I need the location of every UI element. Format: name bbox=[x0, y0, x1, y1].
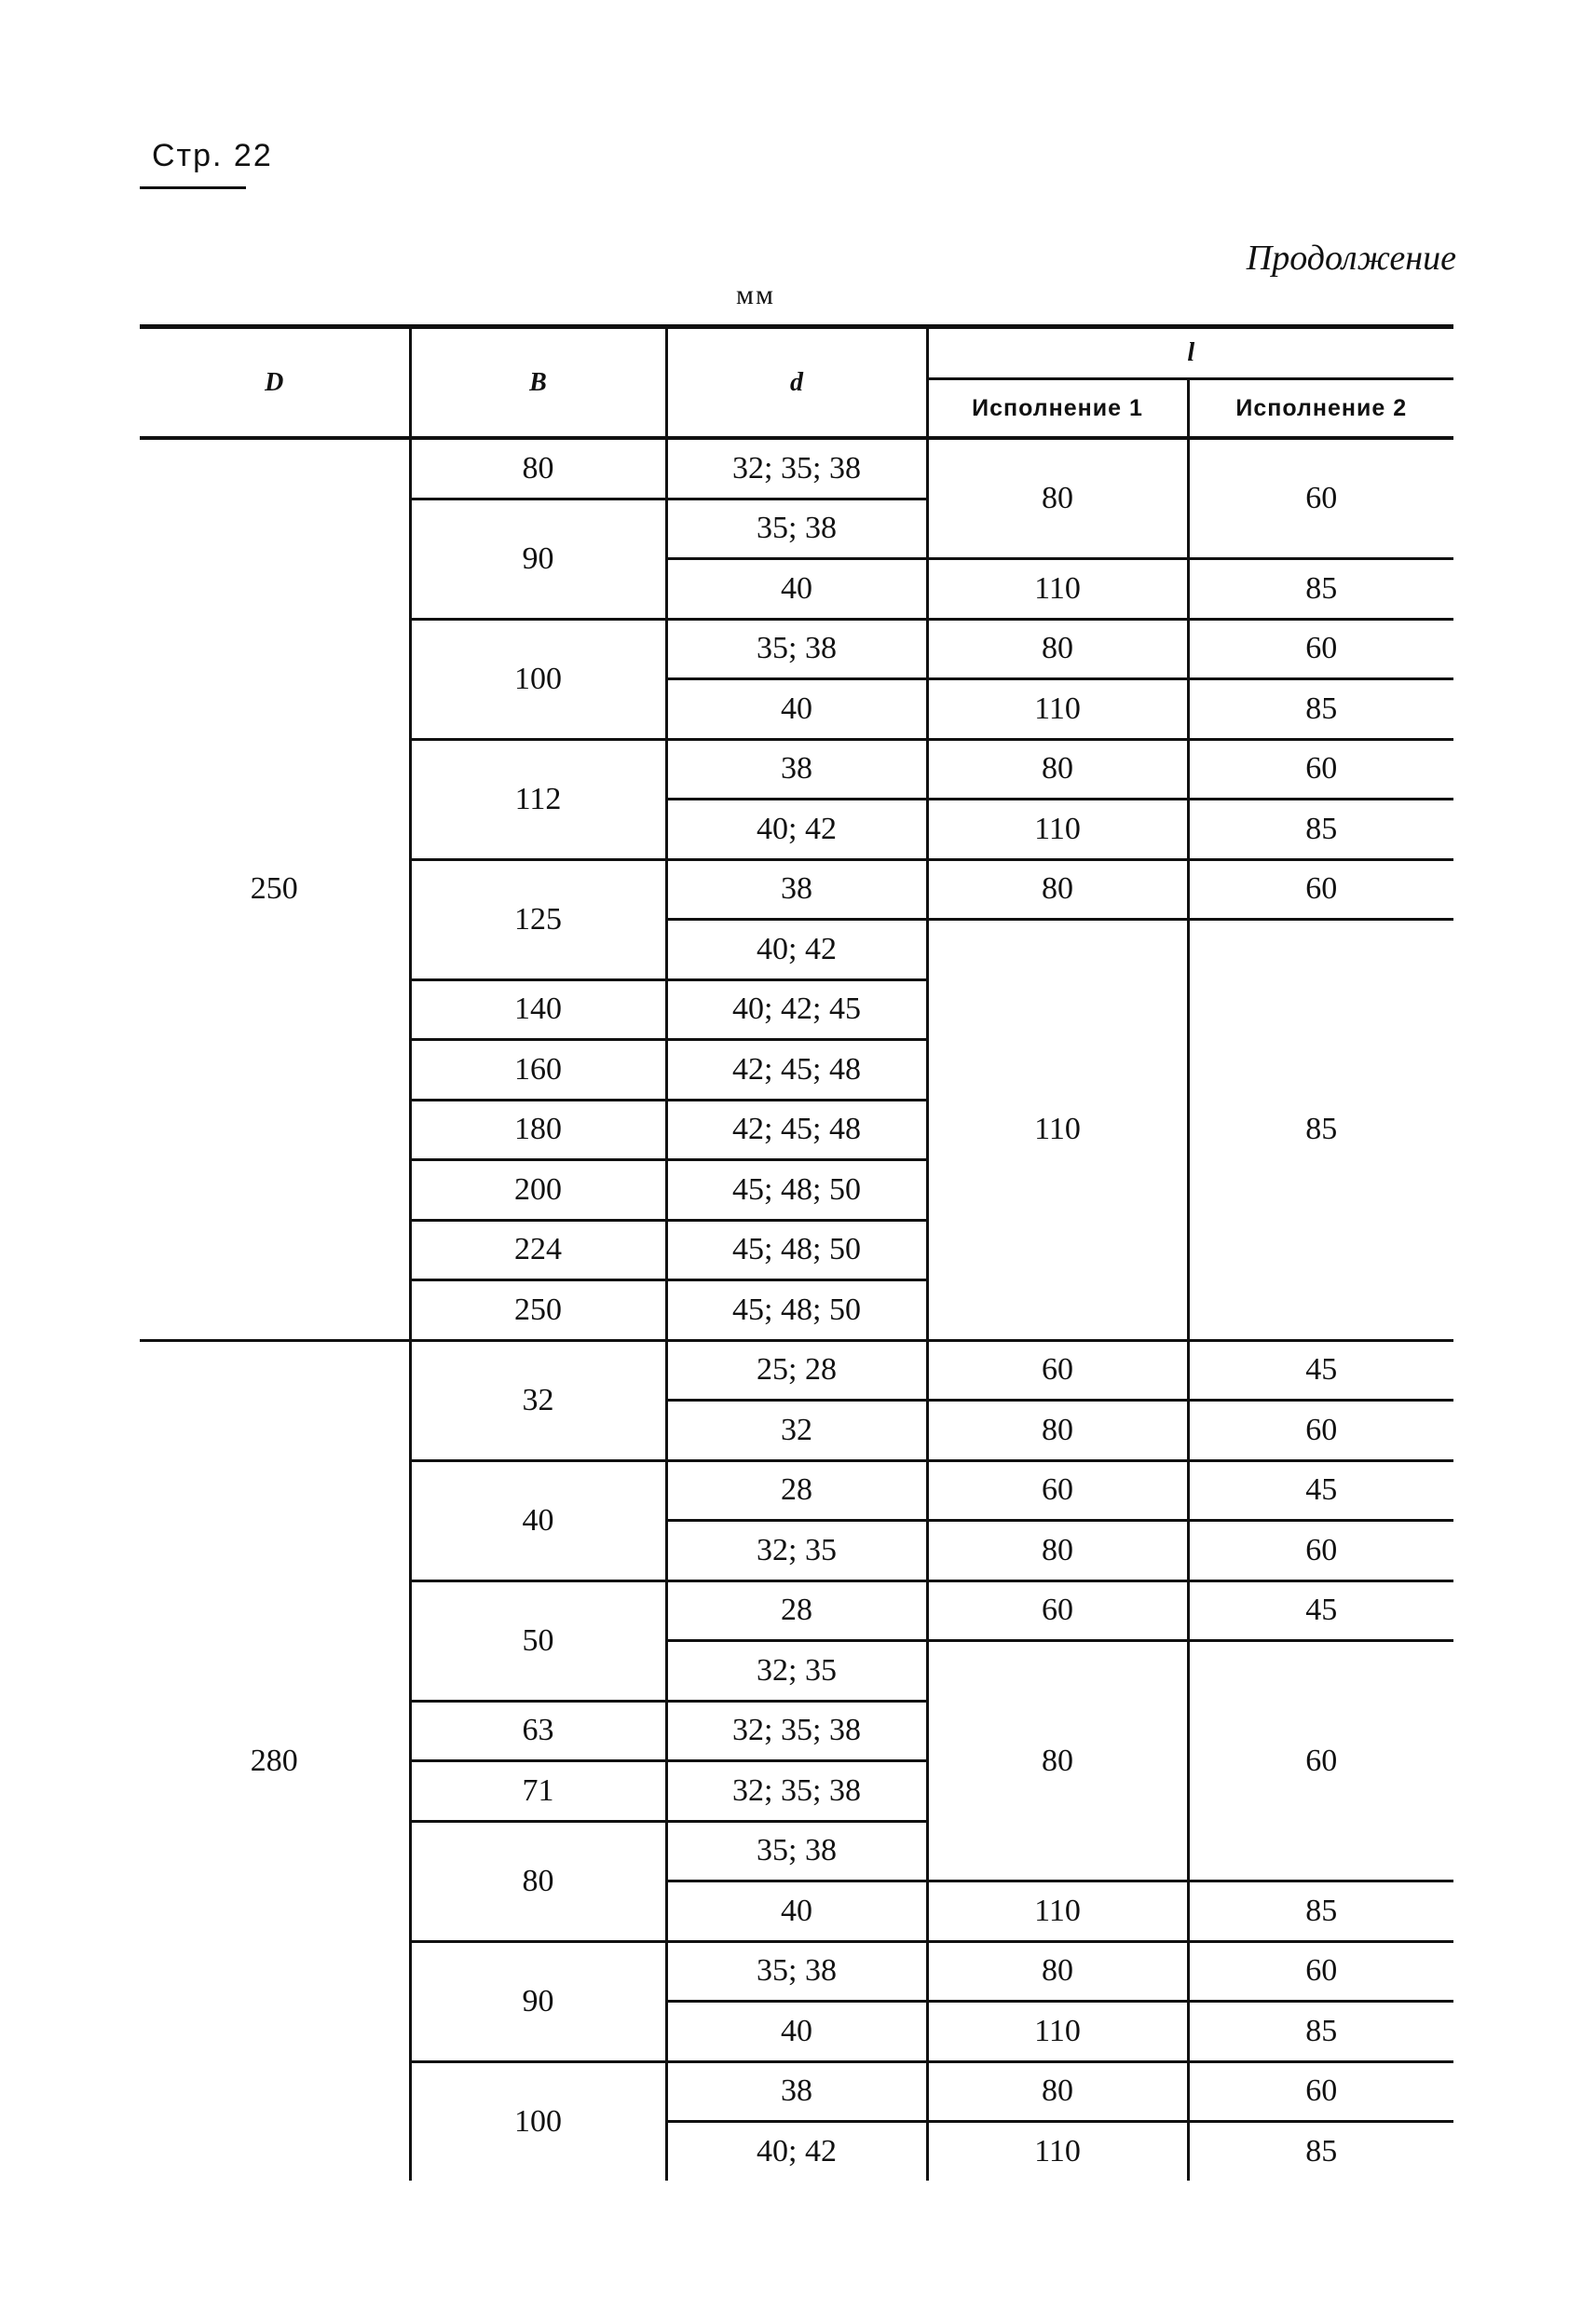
cell-d: 38 bbox=[666, 859, 927, 920]
cell-d: 40 bbox=[666, 559, 927, 620]
cell-l1: 80 bbox=[927, 1401, 1188, 1461]
cell-l2: 60 bbox=[1188, 619, 1453, 679]
cell-l1: 80 bbox=[927, 1521, 1188, 1581]
col-header-l: l bbox=[927, 327, 1453, 379]
cell-l2: 60 bbox=[1188, 1641, 1453, 1881]
col-header-B: B bbox=[410, 327, 666, 439]
cell-l2: 85 bbox=[1188, 800, 1453, 860]
cell-d: 35; 38 bbox=[666, 1821, 927, 1881]
cell-l1: 80 bbox=[927, 1641, 1188, 1881]
continuation-label: Продолжение bbox=[1246, 239, 1456, 278]
col-header-l1: Исполнение 1 bbox=[927, 379, 1188, 439]
cell-l2: 60 bbox=[1188, 1941, 1453, 2002]
cell-d: 28 bbox=[666, 1580, 927, 1641]
cell-l1: 80 bbox=[927, 2061, 1188, 2122]
cell-l2: 60 bbox=[1188, 1521, 1453, 1581]
table-row bbox=[140, 438, 1453, 499]
cell-d: 45; 48; 50 bbox=[666, 1160, 927, 1221]
cell-l1: 60 bbox=[927, 1460, 1188, 1521]
cell-d: 35; 38 bbox=[666, 619, 927, 679]
units-label: мм bbox=[736, 280, 775, 310]
cell-B: 71 bbox=[410, 1761, 666, 1822]
page-number: Стр. 22 bbox=[152, 138, 273, 173]
cell-d: 28 bbox=[666, 1460, 927, 1521]
cell-d: 45; 48; 50 bbox=[666, 1280, 927, 1341]
cell-d: 40 bbox=[666, 679, 927, 740]
cell-d: 35; 38 bbox=[666, 499, 927, 559]
col-header-D: D bbox=[140, 327, 410, 439]
cell-d: 38 bbox=[666, 2061, 927, 2122]
cell-d: 25; 28 bbox=[666, 1340, 927, 1401]
cell-l1: 60 bbox=[927, 1340, 1188, 1401]
cell-d: 35; 38 bbox=[666, 1941, 927, 2002]
cell-B: 125 bbox=[410, 859, 666, 979]
cell-B: 140 bbox=[410, 979, 666, 1040]
cell-B: 112 bbox=[410, 739, 666, 859]
cell-l1: 110 bbox=[927, 559, 1188, 620]
cell-d: 45; 48; 50 bbox=[666, 1220, 927, 1280]
cell-d: 40; 42 bbox=[666, 920, 927, 980]
cell-D: 280 bbox=[250, 1743, 298, 1778]
cell-l2: 45 bbox=[1188, 1340, 1453, 1401]
cell-l2: 60 bbox=[1188, 2061, 1453, 2122]
cell-l1: 80 bbox=[927, 739, 1188, 800]
dimensions-table bbox=[140, 324, 1453, 2181]
cell-l2: 60 bbox=[1188, 739, 1453, 800]
cell-d: 42; 45; 48 bbox=[666, 1100, 927, 1160]
cell-d: 32; 35; 38 bbox=[666, 1701, 927, 1761]
table-header bbox=[140, 327, 1453, 439]
cell-d: 40; 42; 45 bbox=[666, 979, 927, 1040]
group-250 bbox=[140, 438, 1453, 1340]
cell-B: 250 bbox=[410, 1280, 666, 1341]
cell-d: 32 bbox=[666, 1401, 927, 1461]
cell-B: 40 bbox=[410, 1460, 666, 1580]
cell-l2: 85 bbox=[1188, 1881, 1453, 1942]
cell-d: 40; 42 bbox=[666, 800, 927, 860]
cell-l1: 110 bbox=[927, 800, 1188, 860]
cell-D: 250 bbox=[140, 438, 410, 1340]
cell-B: 160 bbox=[410, 1040, 666, 1101]
cell-l2: 45 bbox=[1188, 1460, 1453, 1521]
cell-l1: 110 bbox=[927, 2122, 1188, 2181]
cell-l2: 85 bbox=[1188, 2122, 1453, 2181]
cell-d: 40 bbox=[666, 1881, 927, 1942]
cell-l1: 110 bbox=[927, 1881, 1188, 1942]
cell-B: 200 bbox=[410, 1160, 666, 1221]
cell-d: 32; 35 bbox=[666, 1521, 927, 1581]
cell-d: 32; 35 bbox=[666, 1641, 927, 1702]
cell-d: 40; 42 bbox=[666, 2122, 927, 2181]
table-row bbox=[140, 1340, 1453, 1401]
cell-l2: 85 bbox=[1188, 920, 1453, 1341]
cell-l1: 80 bbox=[927, 1941, 1188, 2002]
cell-B: 32 bbox=[410, 1340, 666, 1460]
cell-l2: 85 bbox=[1188, 2002, 1453, 2062]
cell-d: 32; 35; 38 bbox=[666, 438, 927, 499]
cell-d: 32; 35; 38 bbox=[666, 1761, 927, 1822]
cell-B: 100 bbox=[410, 2061, 666, 2181]
cell-B: 90 bbox=[410, 1941, 666, 2061]
cell-l1: 60 bbox=[927, 1580, 1188, 1641]
group-280 bbox=[140, 1340, 1453, 2181]
cell-B: 90 bbox=[410, 499, 666, 619]
page-number-underline bbox=[140, 186, 246, 189]
cell-l2: 85 bbox=[1188, 679, 1453, 740]
cell-B: 63 bbox=[410, 1701, 666, 1761]
col-header-l2: Исполнение 2 bbox=[1188, 379, 1453, 439]
cell-d: 38 bbox=[666, 739, 927, 800]
cell-l2: 45 bbox=[1188, 1580, 1453, 1641]
cell-l2: 85 bbox=[1188, 559, 1453, 620]
cell-B: 80 bbox=[410, 438, 666, 499]
cell-B: 180 bbox=[410, 1100, 666, 1160]
cell-d: 42; 45; 48 bbox=[666, 1040, 927, 1101]
cell-l1: 80 bbox=[927, 619, 1188, 679]
cell-l2: 60 bbox=[1188, 1401, 1453, 1461]
cell-l2: 60 bbox=[1188, 438, 1453, 559]
cell-l1: 110 bbox=[927, 2002, 1188, 2062]
cell-l1: 80 bbox=[927, 438, 1188, 559]
cell-l1: 80 bbox=[927, 859, 1188, 920]
cell-l2: 60 bbox=[1188, 859, 1453, 920]
cell-l1: 110 bbox=[927, 920, 1188, 1341]
cell-B: 50 bbox=[410, 1580, 666, 1701]
cell-l1: 110 bbox=[927, 679, 1188, 740]
cell-d: 40 bbox=[666, 2002, 927, 2062]
cell-B: 100 bbox=[410, 619, 666, 739]
cell-B: 224 bbox=[410, 1220, 666, 1280]
cell-B: 80 bbox=[410, 1821, 666, 1941]
col-header-d: d bbox=[666, 327, 927, 439]
